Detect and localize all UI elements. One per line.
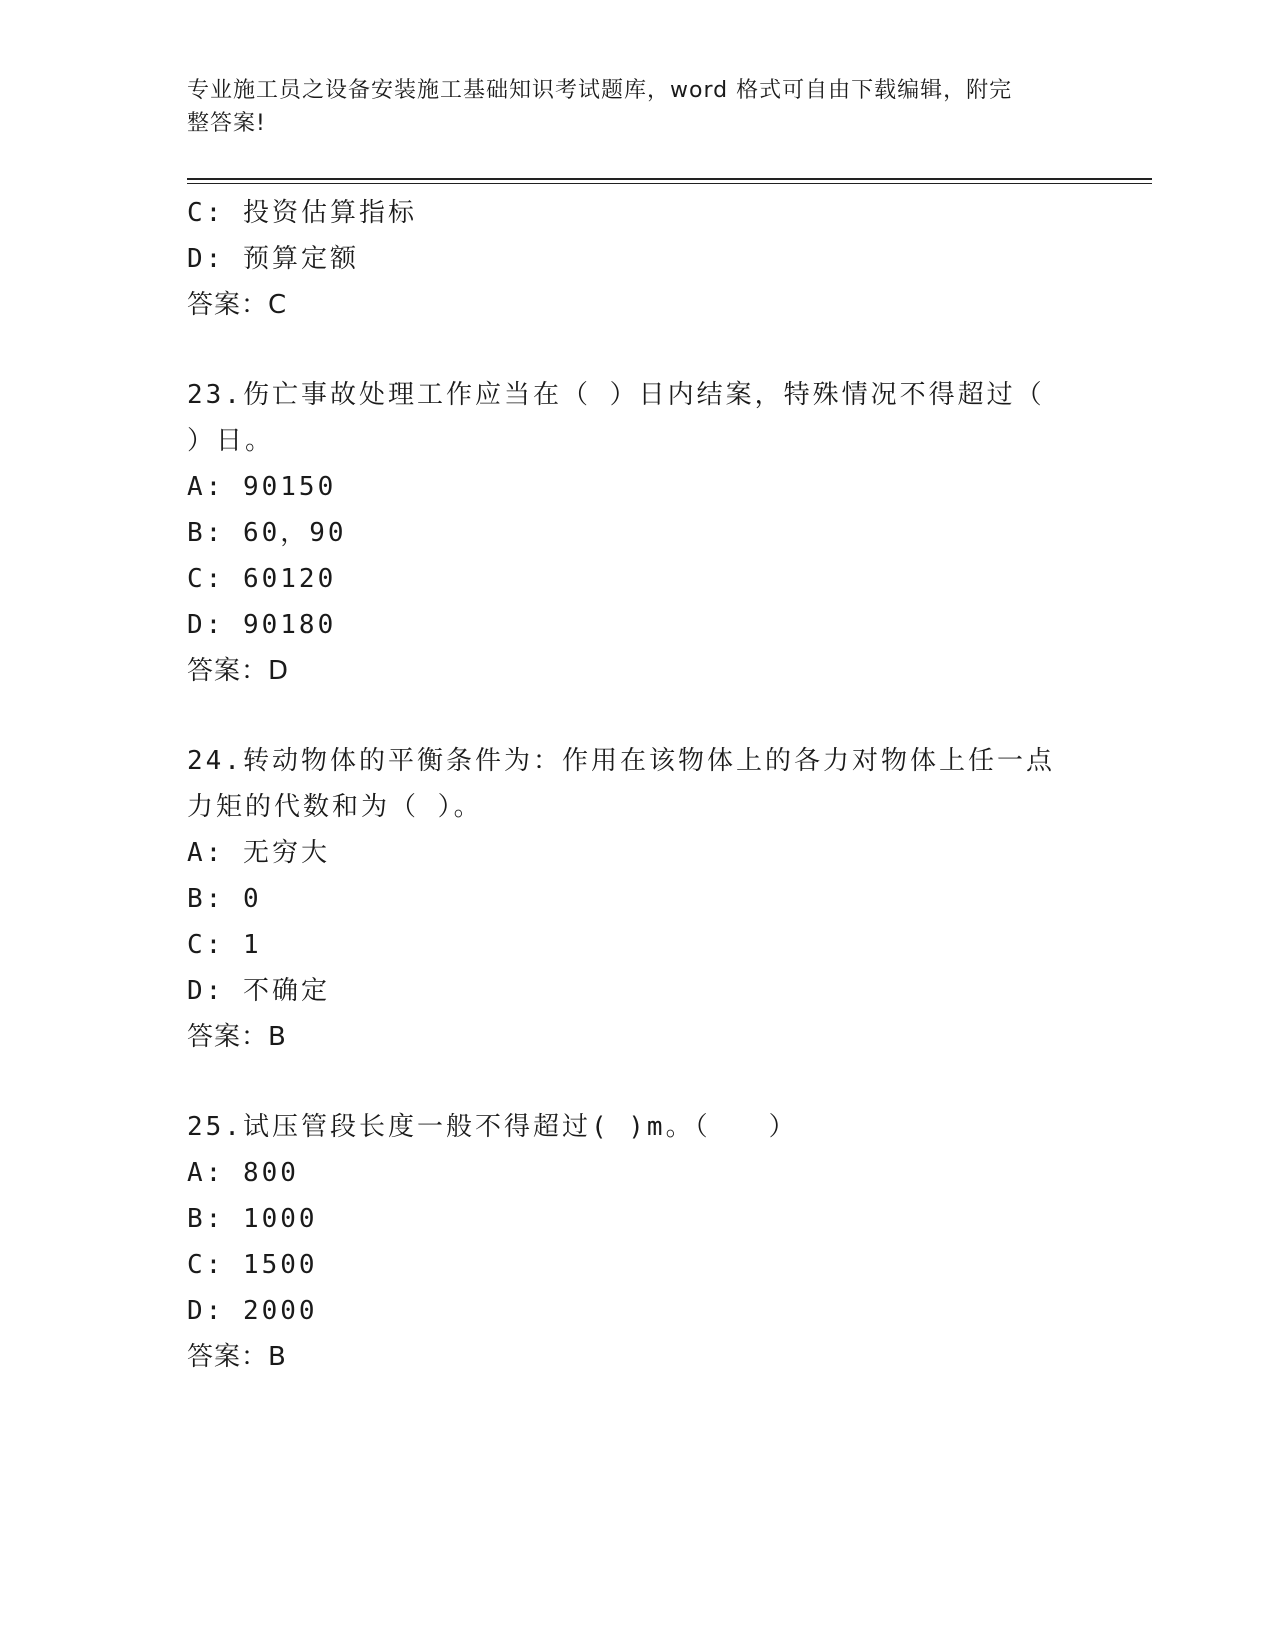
question-25 <box>187 1104 1087 1380</box>
header-line-1: 专业施工员之设备安装施工基础知识考试题库，word 格式可自由下载编辑，附完 <box>187 78 1013 103</box>
question-23 <box>187 372 1087 694</box>
option-a: A: 800 <box>187 1158 299 1188</box>
option-c: C: 1 <box>187 930 262 960</box>
option-d: D: 2000 <box>187 1296 318 1326</box>
question-text: 25.试压管段长度一般不得超过( )m。（ ） <box>187 1112 798 1142</box>
option-b: B: 0 <box>187 884 262 914</box>
header-rule-thin <box>187 183 1152 184</box>
header-line-2: 整答案! <box>187 111 266 136</box>
option-d: D: 90180 <box>187 610 337 640</box>
question-text: 24.转动物体的平衡条件为：作用在该物体上的各力对物体上任一点力矩的代数和为（ ）。 <box>187 746 1055 822</box>
answer-line: 答案：D <box>187 656 290 686</box>
option-c: C: 1500 <box>187 1250 318 1280</box>
option-b: B: 60，90 <box>187 518 347 548</box>
answer-line: 答案：C <box>187 290 288 320</box>
question-22-continued <box>187 190 1087 328</box>
option-c: C: 60120 <box>187 564 337 594</box>
header-rule-thick <box>187 178 1152 180</box>
option-d: D: 预算定额 <box>187 244 359 274</box>
option-d: D: 不确定 <box>187 976 330 1006</box>
option-a: A: 无穷大 <box>187 838 330 868</box>
question-list <box>187 190 1087 1380</box>
answer-line: 答案：B <box>187 1342 287 1372</box>
document-header <box>187 74 1067 140</box>
question-text: 23.伤亡事故处理工作应当在（ ）日内结案，特殊情况不得超过（ ）日。 <box>187 380 1045 456</box>
question-24 <box>187 738 1087 1060</box>
option-b: B: 1000 <box>187 1204 318 1234</box>
option-c: C: 投资估算指标 <box>187 198 417 228</box>
option-a: A: 90150 <box>187 472 337 502</box>
answer-line: 答案：B <box>187 1022 287 1052</box>
